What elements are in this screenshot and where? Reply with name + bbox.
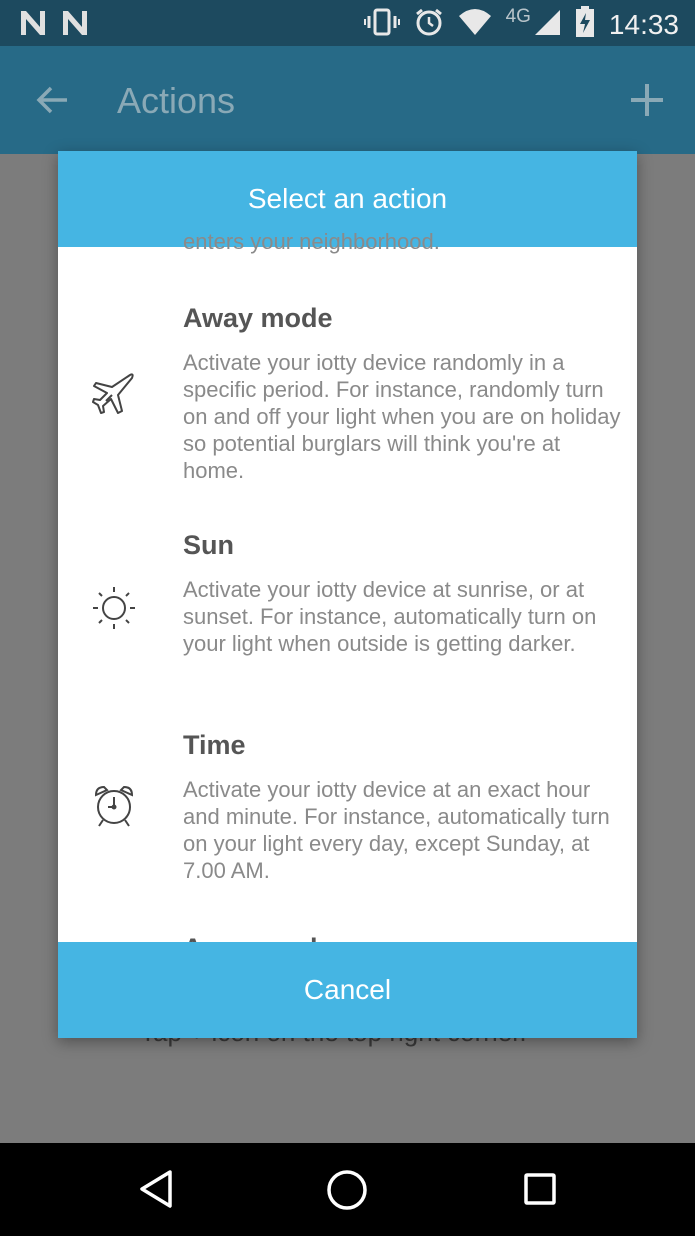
status-left-icons: [18, 8, 90, 43]
list-item-away-mode[interactable]: [58, 303, 637, 493]
recents-square-icon[interactable]: [522, 1169, 558, 1214]
status-right-icons: [364, 6, 679, 43]
cancel-button[interactable]: Cancel: [58, 942, 637, 1038]
notification-n-icon: [60, 8, 90, 43]
item-title: Time: [183, 730, 246, 760]
list-item-sun[interactable]: [58, 530, 637, 690]
signal-icon: [533, 8, 561, 41]
item-title: Sun: [183, 530, 234, 560]
list-item-time[interactable]: [58, 730, 637, 890]
item-description: Activate your iotty device randomly in a specific period. For instance, randomly turn on and off your light when you are on holiday so potential burglars will think you're at home.: [183, 350, 621, 483]
plus-icon[interactable]: [629, 82, 665, 123]
page-title: Actions: [117, 80, 236, 121]
vibrate-icon: [364, 7, 400, 42]
status-time: 14:33: [608, 8, 679, 40]
select-action-dialog: [58, 151, 637, 1038]
home-circle-icon[interactable]: [325, 1169, 369, 1218]
dialog-title: Select an action: [58, 151, 637, 247]
item-description: Activate your iotty device at an exact hour and minute. For instance, automatically turn on your light every day, except Sunday, at 7.00 AM.: [183, 777, 610, 883]
status-bar: [0, 0, 695, 46]
app-bar: [0, 46, 695, 154]
navigation-bar: [0, 1143, 695, 1236]
item-title: Away mode: [183, 303, 333, 333]
notification-n-icon: [18, 8, 48, 43]
battery-charging-icon: [575, 6, 595, 43]
arrow-back-icon[interactable]: [34, 82, 70, 123]
sun-icon: [92, 586, 136, 630]
action-list[interactable]: [58, 229, 637, 942]
wifi-icon: [458, 8, 492, 41]
partial-item-description: enters your neighborhood.: [183, 229, 440, 254]
back-triangle-icon[interactable]: [138, 1169, 174, 1214]
airplane-icon: [92, 371, 136, 415]
alarm-icon: [414, 7, 444, 42]
item-description: Activate your iotty device at sunrise, or at sunset. For instance, automatically turn on your light when outside is getting darker.: [183, 577, 597, 656]
network-type-label: 4G: [505, 5, 531, 27]
alarm-clock-icon: [92, 784, 136, 828]
